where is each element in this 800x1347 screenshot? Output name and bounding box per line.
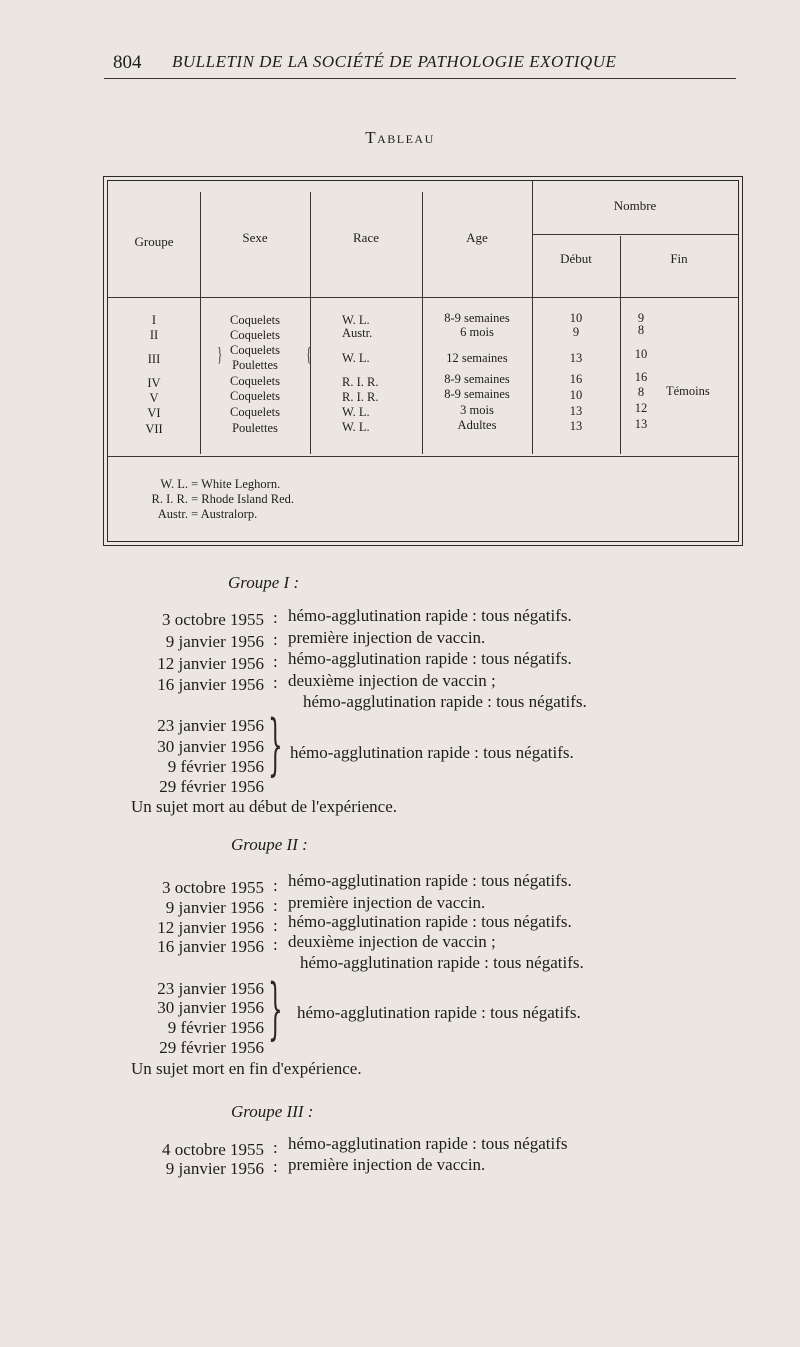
entry-date: 9 janvier 1956 <box>165 632 264 651</box>
cell-debut: 13 <box>569 351 583 365</box>
entry-text: hémo-agglutination rapide : tous négatifs. <box>300 953 584 972</box>
cell-debut: 9 <box>572 325 580 339</box>
cell-race: R. I. R. <box>342 375 379 389</box>
entry-colon: : <box>273 630 278 649</box>
cell-age: 8-9 semaines <box>444 387 510 401</box>
cell-fin: 8 <box>637 385 645 399</box>
abbreviation-value: = White Leghorn. <box>191 477 281 491</box>
cell-groupe: I <box>151 313 157 327</box>
header-rule <box>104 78 736 79</box>
brace-date: 23 janvier 1956 <box>157 716 264 735</box>
cell-debut: 13 <box>569 404 583 418</box>
entry-date: 16 janvier 1956 <box>157 937 264 956</box>
entry-text: hémo-agglutination rapide : tous négatifs. <box>288 912 572 931</box>
cell-groupe: V <box>149 391 159 405</box>
cell-sexe: Coquelets <box>230 328 280 342</box>
cell-fin: 9 <box>637 311 645 325</box>
th-sexe: Sexe <box>242 230 268 245</box>
page-number: 804 <box>113 52 142 73</box>
entry-text: deuxième injection de vaccin ; <box>288 671 496 690</box>
brace-date: 23 janvier 1956 <box>157 979 264 998</box>
cell-fin: 12 <box>634 401 648 415</box>
group-heading: Groupe I : <box>228 573 300 592</box>
cell-race: W. L. <box>342 405 370 419</box>
cell-sexe: Coquelets <box>230 374 280 388</box>
cell-race: Austr. <box>342 326 373 340</box>
cell-sexe: Coquelets <box>230 343 280 357</box>
entry-text: hémo-agglutination rapide : tous négatifs. <box>288 871 572 890</box>
entry-text: hémo-agglutination rapide : tous négatifs <box>288 1134 568 1153</box>
entry-text: première injection de vaccin. <box>288 1155 486 1174</box>
cell-debut: 10 <box>569 388 583 402</box>
entry-date: 16 janvier 1956 <box>157 675 264 694</box>
running-title: BULLETIN DE LA SOCIÉTÉ DE PATHOLOGIE EXOTIQUE <box>172 52 617 71</box>
entry-colon: : <box>273 876 278 895</box>
entry-colon: : <box>273 896 278 915</box>
entry-date: 3 octobre 1955 <box>162 878 264 897</box>
abbreviation-key: W. L. <box>160 477 188 491</box>
th-groupe: Groupe <box>134 234 174 249</box>
cell-debut: 10 <box>569 311 583 325</box>
th-age: Age <box>466 230 488 245</box>
th-race: Race <box>353 230 379 245</box>
entry-date: 9 janvier 1956 <box>165 1159 264 1178</box>
abbreviation-key: R. I. R. <box>151 492 188 506</box>
th-nombre: Nombre <box>613 198 657 213</box>
cell-sexe: Coquelets <box>230 405 280 419</box>
cell-groupe: II <box>149 328 159 342</box>
entry-text: hémo-agglutination rapide : tous négatifs. <box>303 692 587 711</box>
cell-fin: 10 <box>634 347 648 361</box>
cell-race: W. L. <box>342 351 370 365</box>
cell-sexe: Coquelets <box>230 313 280 327</box>
cell-age: 3 mois <box>460 403 494 417</box>
cell-race: R. I. R. <box>342 390 379 404</box>
group-footnote: Un sujet mort au début de l'expérience. <box>131 797 397 816</box>
abbreviation-key: Austr. <box>157 507 188 521</box>
abbreviation-value: = Australorp. <box>191 507 258 521</box>
cell-age: Adultes <box>457 418 497 432</box>
cell-groupe: VI <box>147 406 161 420</box>
cell-groupe: III <box>147 352 161 366</box>
abbreviation-item <box>142 492 294 506</box>
group-heading: Groupe III : <box>231 1102 314 1121</box>
cell-age: 12 semaines <box>446 351 508 365</box>
entry-text: hémo-agglutination rapide : tous négatifs. <box>288 606 572 625</box>
header-divider <box>108 297 738 298</box>
table-title: Tableau <box>365 128 435 147</box>
brace-left: } <box>217 344 223 366</box>
brace-date: 30 janvier 1956 <box>157 998 264 1017</box>
entry-text: première injection de vaccin. <box>288 628 486 647</box>
cell-note-temoins: Témoins <box>666 384 710 398</box>
footer-divider <box>108 456 738 457</box>
cell-age: 6 mois <box>460 325 494 339</box>
brace-date: 30 janvier 1956 <box>157 737 264 756</box>
entry-date: 3 octobre 1955 <box>162 610 264 629</box>
cell-debut: 16 <box>569 372 583 386</box>
brace-date: 29 février 1956 <box>159 777 264 796</box>
brace-date: 9 février 1956 <box>167 1018 264 1037</box>
group-footnote: Un sujet mort en fin d'expérience. <box>131 1059 362 1078</box>
cell-groupe: IV <box>147 376 161 390</box>
brace-date: 29 février 1956 <box>159 1038 264 1057</box>
curly-brace: } <box>268 970 283 1047</box>
brace-text: hémo-agglutination rapide : tous négatifs. <box>290 743 574 762</box>
entry-colon: : <box>273 916 278 935</box>
cell-groupe: VII <box>145 422 163 436</box>
entry-date: 9 janvier 1956 <box>165 898 264 917</box>
cell-sexe: Coquelets <box>230 389 280 403</box>
entry-colon: : <box>273 673 278 692</box>
abbreviation-item <box>142 477 280 491</box>
entry-date: 12 janvier 1956 <box>157 918 264 937</box>
brace-text: hémo-agglutination rapide : tous négatifs. <box>297 1003 581 1022</box>
cell-age: 8-9 semaines <box>444 311 510 325</box>
cell-fin: 16 <box>634 370 648 384</box>
entry-colon: : <box>273 652 278 671</box>
entry-date: 4 octobre 1955 <box>162 1140 264 1159</box>
entry-text: deuxième injection de vaccin ; <box>288 932 496 951</box>
entry-text: hémo-agglutination rapide : tous négatifs. <box>288 649 572 668</box>
group-heading: Groupe II : <box>231 835 308 854</box>
cell-debut: 13 <box>569 419 583 433</box>
cell-age: 8-9 semaines <box>444 372 510 386</box>
cell-sexe: Poulettes <box>232 421 278 435</box>
abbreviation-item <box>142 507 257 521</box>
cell-race: W. L. <box>342 313 370 327</box>
entry-colon: : <box>273 1157 278 1176</box>
th-fin: Fin <box>670 251 688 266</box>
curly-brace: } <box>268 706 283 783</box>
cell-fin: 8 <box>637 323 645 337</box>
entry-text: première injection de vaccin. <box>288 893 486 912</box>
abbreviation-value: = Rhode Island Red. <box>191 492 294 506</box>
cell-race: W. L. <box>342 420 370 434</box>
cell-sexe: Poulettes <box>232 358 278 372</box>
row-divider <box>532 234 738 235</box>
entry-date: 12 janvier 1956 <box>157 654 264 673</box>
entry-colon: : <box>273 935 278 954</box>
th-debut: Début <box>560 251 592 266</box>
brace-date: 9 février 1956 <box>167 757 264 776</box>
entry-colon: : <box>273 1138 278 1157</box>
entry-colon: : <box>273 608 278 627</box>
brace-right: { <box>306 344 312 366</box>
cell-fin: 13 <box>634 417 648 431</box>
